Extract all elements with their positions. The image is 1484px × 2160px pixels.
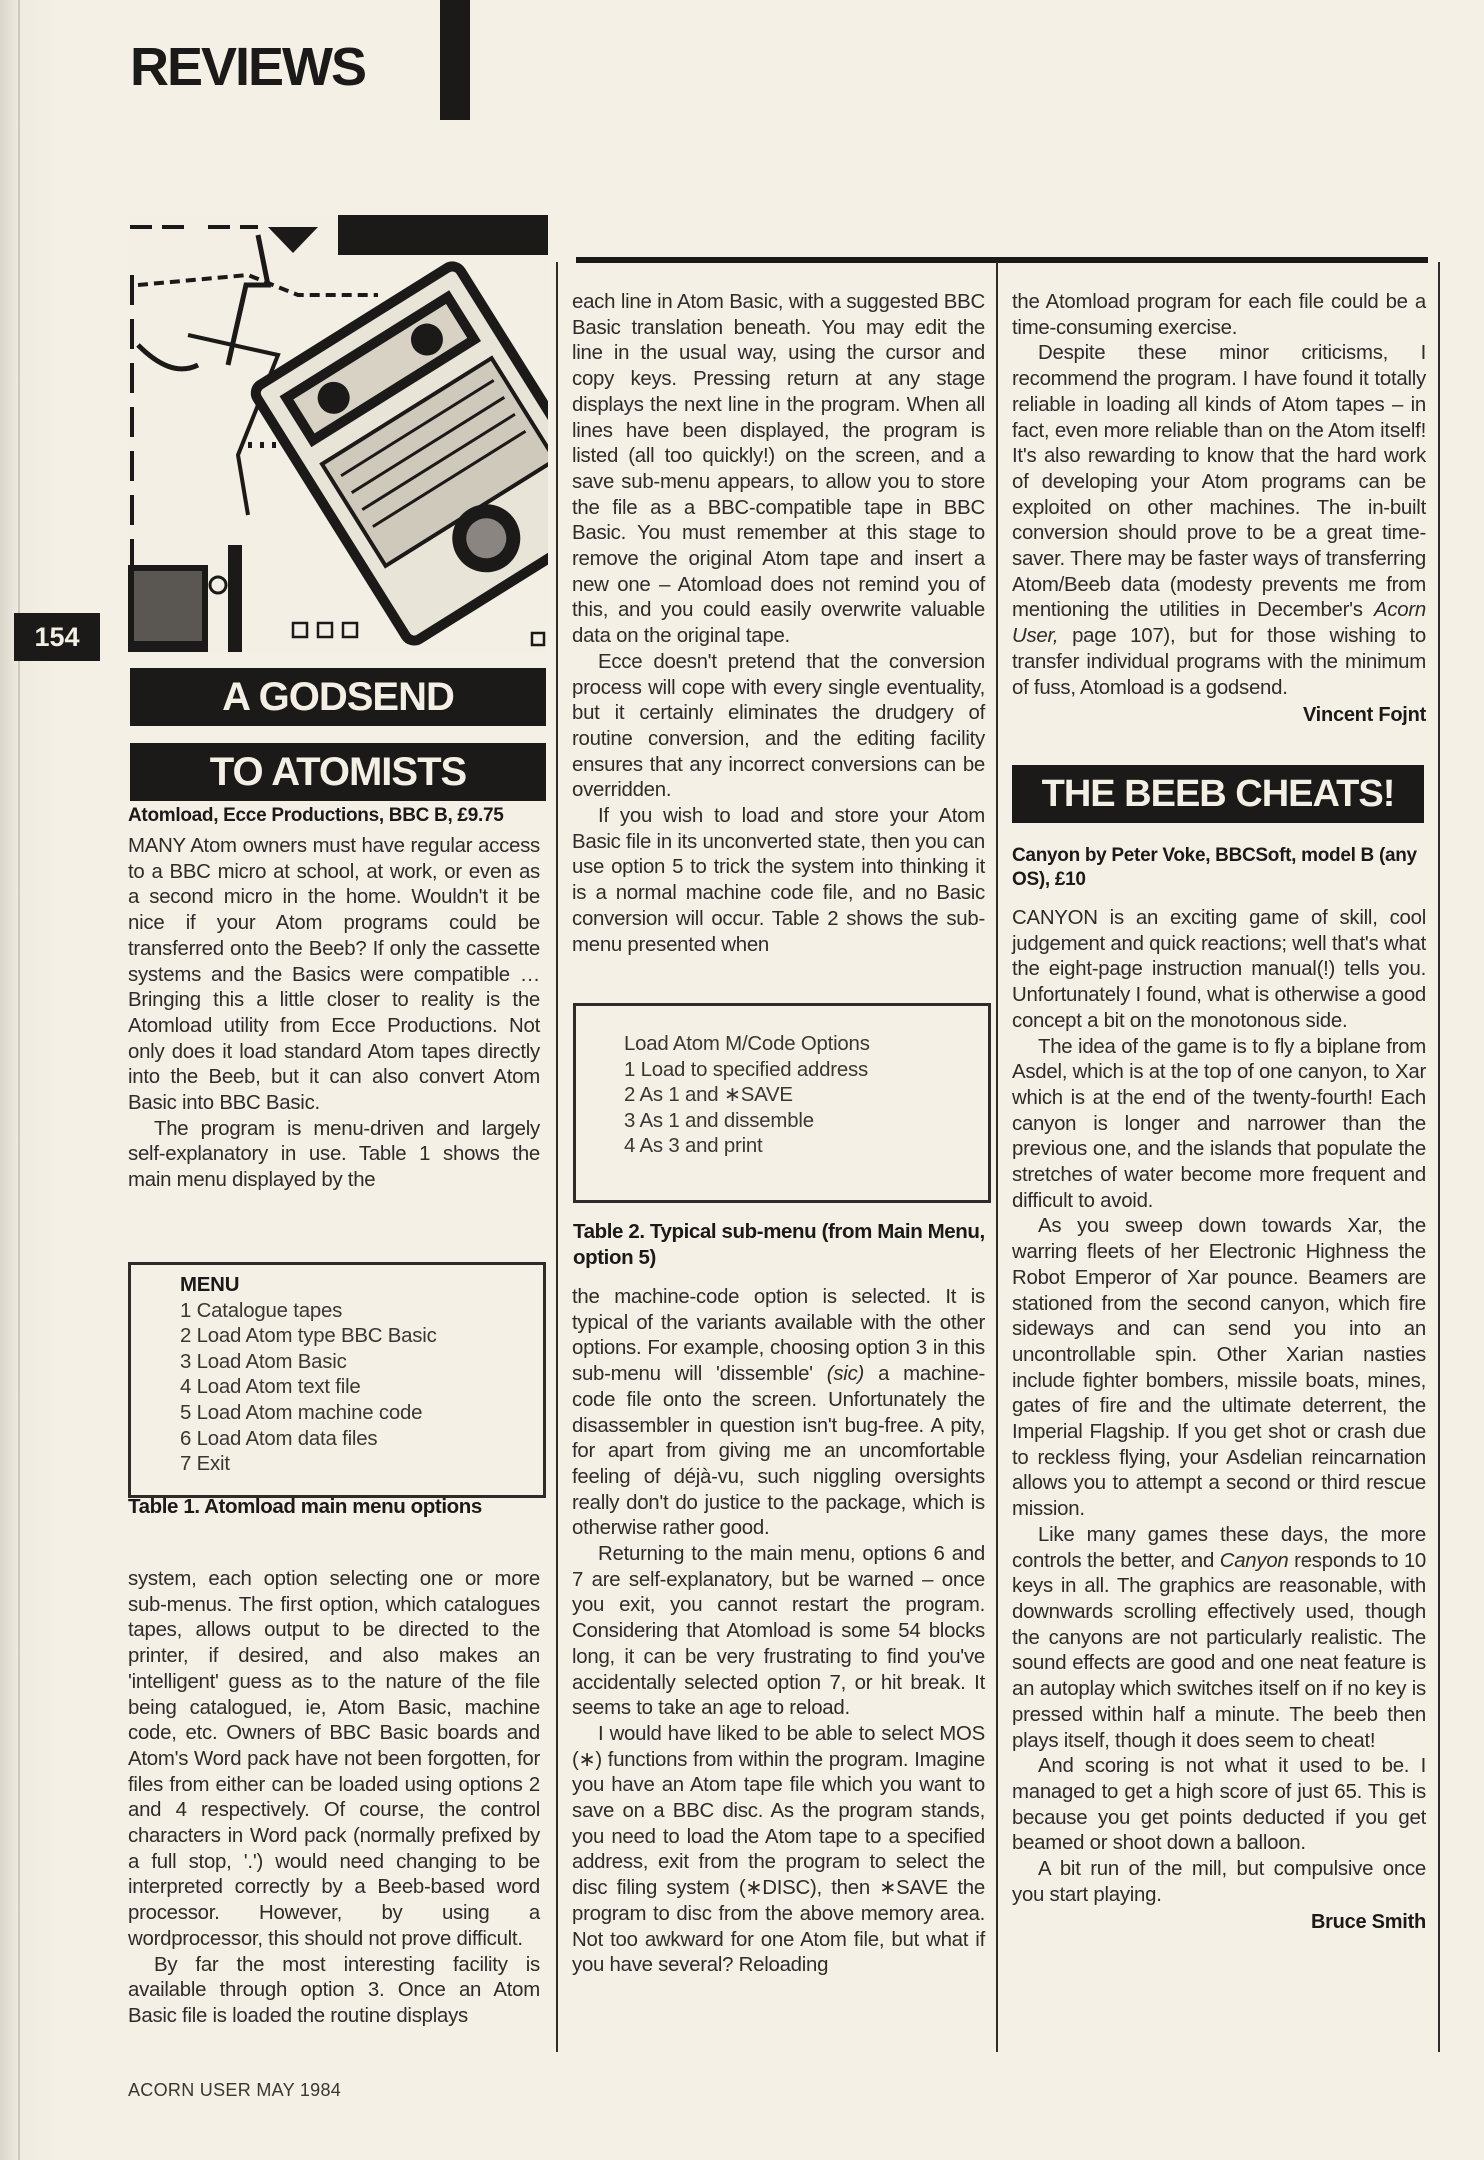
table-1-caption: Table 1. Atomload main menu options — [128, 1495, 482, 1518]
header-bar — [440, 0, 470, 120]
headline-line-2: TO ATOMISTS — [130, 743, 546, 801]
review1-paragraph: Ecce doesn't pretend that the conversion process will cope with every single eventuality, but it certainly eliminates the drudgery of routine conversion, and the editing facility ensures that any incorrect conversions can be overridden. — [572, 650, 985, 802]
review1-paragraph: each line in Atom Basic, with a suggested BBC Basic translation beneath. You may edit the line in the usual way, using the cursor and copy keys. Pressing return at any stage displays the next line in the program. When all lines have been displayed, the program is listed (all too quickly!) on the screen, and a save sub-menu appears, to allow you to store the file as a BBC-compatible tape in BBC Basic. You must remember at this stage to remove the original Atom tape and insert a new one – Atomload does not remind you of this, and you could easily overwrite valuable data on the original tape. — [572, 291, 985, 648]
table-2-item: 1 Load to specified address — [624, 1058, 868, 1081]
table-1-item: 7 Exit — [180, 1453, 230, 1476]
cassette-illustration — [128, 215, 548, 652]
review1-paragraph: the Atomload program for each file could be a time-consuming exercise. — [1012, 291, 1426, 339]
text-run: a machine-code file onto the screen. Unfortunately the disassembler in question isn't bug-free. A pity, for apart from giving me an uncomfortable feeling of déjà-vu, such niggling oversights really don't do justice to the package, which is otherwise rather good. — [572, 1363, 986, 1540]
review2-author: Bruce Smith — [1310, 1911, 1426, 1934]
review1-paragraph — [572, 1285, 985, 1542]
column-divider-1 — [556, 262, 558, 2052]
section-title: REVIEWS — [130, 37, 366, 97]
table-1-item: 1 Catalogue tapes — [180, 1299, 343, 1322]
column-divider-2 — [996, 262, 998, 2052]
column-2-bottom — [572, 1285, 985, 1979]
review1-paragraph — [1012, 341, 1426, 701]
review2-paragraph — [1012, 1523, 1426, 1754]
table-1-box — [128, 1262, 546, 1498]
review2-paragraph: CANYON is an exciting game of skill, cool judgement and quick reactions; well that's what the eight-page instruction manual(!) tells you. Unfortunately I found, what is otherwise a good concept a bit on the monotonous side. — [1012, 907, 1426, 1032]
text-run: responds to 10 keys in all. The graphics are reasonable, with downwards scrolling effectively used, though the canyons are not particularly realistic. The sound effects are good and one neat feature is an autoplay which switches itself on if no key is pressed within half a minute. The beeb then plays itself, though it does seem to cheat! — [1012, 1549, 1426, 1752]
page-number: 154 — [14, 613, 100, 661]
headline-beeb-cheats: THE BEEB CHEATS! — [1012, 765, 1424, 823]
table-1-item: 3 Load Atom Basic — [180, 1350, 347, 1373]
table-2-item: 4 As 3 and print — [624, 1135, 763, 1158]
table-1-header: MENU — [180, 1274, 240, 1296]
review1-product: Atomload, Ecce Productions, BBC B, £9.75 — [128, 805, 504, 826]
text-run: page 107), but for those wishing to transfer individual programs with the minimum of fuss, Atomload is a godsend. — [1012, 625, 1426, 699]
review2-paragraph: And scoring is not what it used to be. I managed to get a high score of just 65. This is because you get points deducted if you get beamed or shoot down a balloon. — [1012, 1755, 1426, 1855]
table-1-item: 5 Load Atom machine code — [180, 1401, 423, 1424]
review1-paragraph: By far the most interesting facility is available through option 3. Once an Atom Basic file is loaded the routine displays — [128, 1953, 540, 2027]
review1-paragraph: MANY Atom owners must have regular access to a BBC micro at school, at work, or even as a second micro in the home. Wouldn't it be nice if your Atom programs could be transferred onto the Beeb? If only the cassette systems and the Basics were compatible … Bringing this a little closer to reality is the Atomload utility from Ecce Productions. Not only does it load standard Atom tapes directly into the Beeb, but it can also convert Atom Basic into BBC Basic. — [128, 835, 540, 1115]
column-divider-3 — [1438, 262, 1440, 2052]
review1-paragraph: I would have liked to be able to select MOS (∗) functions from within the program. Imagine you have an Atom tape file which you want to save on a BBC disc. As the program stands, you need to load the Atom tape to a specified address, exit from the program to select the disc filing system (∗DISC), then ∗SAVE the program to disc from the above memory area. Not too awkward for one Atom file, but what if you have several? Reloading — [572, 1722, 985, 1977]
table-2-box — [573, 1003, 991, 1203]
review2-paragraph: A bit run of the mill, but compulsive once you start playing. — [1012, 1858, 1426, 1906]
binding-edge — [18, 0, 20, 2160]
text-run-italic: (sic) — [826, 1363, 865, 1386]
column-3-top — [1012, 290, 1426, 729]
review1-paragraph: Returning to the main menu, options 6 and 7 are self-explanatory, but be warned – once you exit, you cannot restart the program. Considering that Atomload is some 54 blocks long, it can be very frustrating to find you've accidentally selected option 7, or hit break. It seems to take an age to reload. — [572, 1543, 985, 1720]
review1-paragraph: system, each option selecting one or more sub-menus. The first option, which catalogues tapes, allows output to be directed to the printer, if desired, and also makes an 'intelligent' guess as to the nature of the file being catalogued, ie, Atom Basic, machine code, etc. Owners of BBC Basic boards and Atom's Word pack have not been forgotten, for files from either can be loaded using options 2 and 4 respectively. Of course, the control characters in Word pack (normally prefixed by a full stop, '.') would need changing to be interpreted correctly by a Beeb-based word processor. However, by using a wordprocessor, this should not prove difficult. — [128, 1568, 540, 1950]
table-2-item: Load Atom M/Code Options — [624, 1033, 870, 1055]
review2-paragraph: As you sweep down towards Xar, the warring fleets of her Electronic Highness the Robot Emperor of Xar pounce. Beamers are stationed from the second canyon, which fire sideways and can send you into an uncontrollable spin. Other Xarian nasties include fighter bombers, missile boats, mines, gates of fire and the ultimate deterrent, the Imperial Flagship. If you get shot or crash due to reckless flying, your Asdelian reincarnation allows you to attempt a second or third rescue mission. — [1012, 1215, 1426, 1521]
column-1-top — [128, 804, 540, 1194]
table-1-item: 4 Load Atom text file — [180, 1376, 361, 1399]
text-run: Despite these minor criticisms, I recommend the program. I have found it totally reliable in loading all kinds of Atom tapes – in fact, even more reliable than on the Atom itself! It's also rewarding to know that the hard work of developing your Atom programs can be exploited on other machines. The in-built conversion should prove to be a great time-saver. There may be faster ways of transferring Atom/Beeb data (modesty prevents me from mentioning the utilities in December's — [1012, 342, 1426, 622]
headline-line-1: A GODSEND — [130, 668, 546, 726]
table-2-item: 2 As 1 and ∗SAVE — [624, 1084, 793, 1107]
text-run-italic: Canyon — [1219, 1549, 1289, 1572]
table-2-item: 3 As 1 and dissemble — [624, 1109, 814, 1132]
text-run-italic: Acorn User, — [1012, 599, 1426, 648]
column-3-bottom — [1012, 844, 1426, 1936]
text-run: the machine-code option is selected. It is typical of the variants available with the other options. For example, choosing option 3 in this sub-menu will 'dissemble' — [572, 1286, 985, 1386]
column-2-top — [572, 290, 985, 958]
top-rule — [576, 257, 1428, 263]
review1-paragraph: If you wish to load and store your Atom Basic file in its unconverted state, then you can use option 5 to trick the system into thinking it is a normal machine code file, and no Basic conversion will occur. Table 2 shows the sub-menu presented when — [572, 805, 985, 956]
review2-product: Canyon by Peter Voke, BBCSoft, model B (any OS), £10 — [1012, 845, 1417, 890]
review1-paragraph: The program is menu-driven and largely self-explanatory in use. Table 1 shows the main menu displayed by the — [128, 1117, 540, 1192]
table-2-caption: Table 2. Typical sub-menu (from Main Menu, option 5) — [573, 1220, 985, 1269]
column-1-bottom — [128, 1567, 540, 2030]
review1-author: Vincent Fojnt — [1302, 704, 1426, 727]
review2-paragraph: The idea of the game is to fly a biplane from Asdel, which is at the top of one canyon, to Xar which is at the end of the twenty-fourth! Each canyon is longer and narrower than the previous one, and the islands that populate the stretches of water become more frequent and difficult to avoid. — [1012, 1035, 1426, 1212]
footer-issue: ACORN USER MAY 1984 — [128, 2080, 342, 2100]
table-1-item: 6 Load Atom data files — [180, 1427, 378, 1450]
table-1-item: 2 Load Atom type BBC Basic — [180, 1325, 437, 1348]
text-run: Like many games these days, the more controls the better, and — [1012, 1523, 1426, 1572]
